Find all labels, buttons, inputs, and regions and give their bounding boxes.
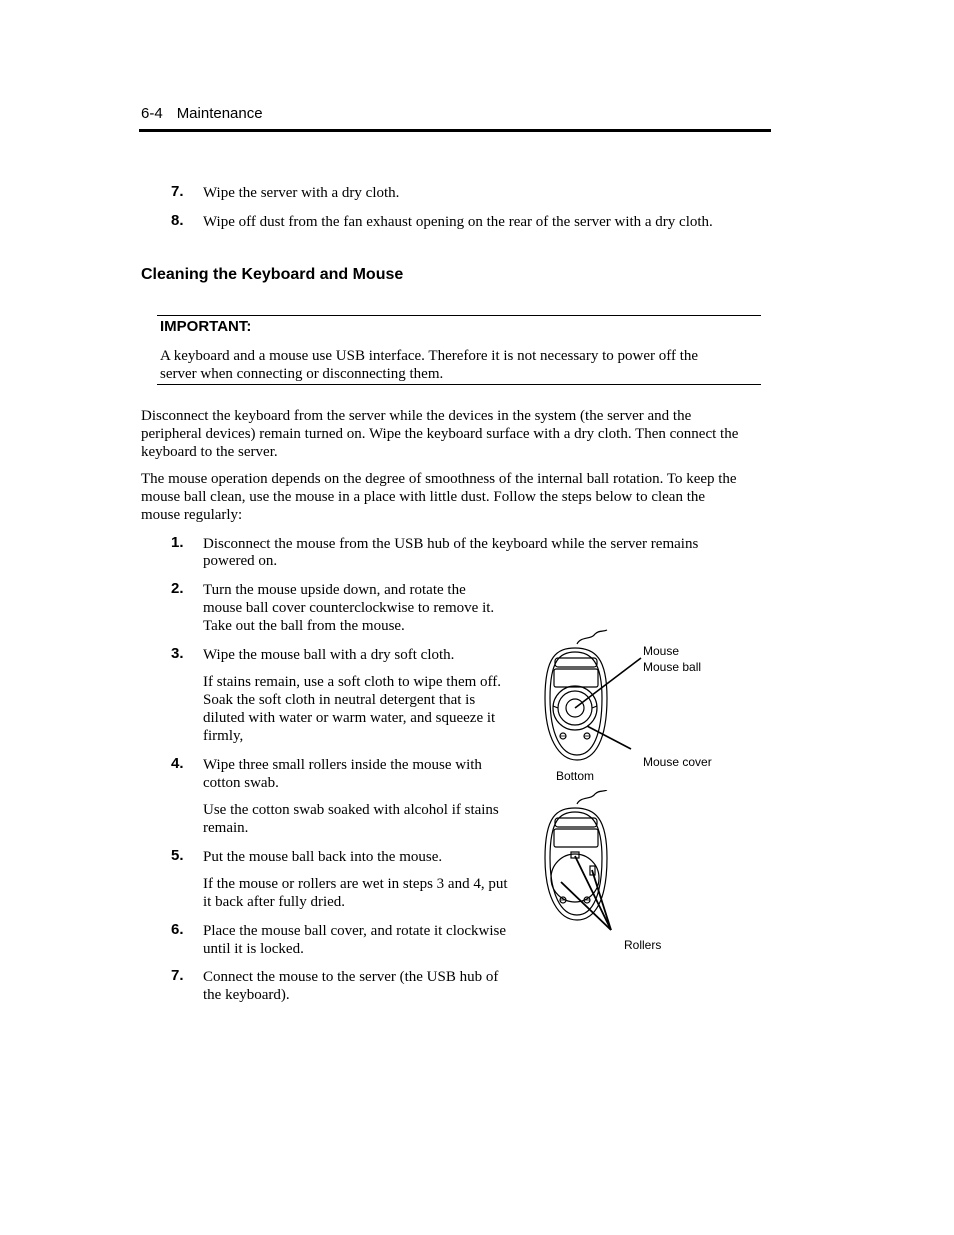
step-note: Use the cotton swab soaked with alcohol if stains [203, 802, 499, 818]
step-text: Wipe the mouse ball with a dry soft cloth. [203, 647, 455, 663]
step-text: Put the mouse ball back into the mouse. [203, 849, 443, 865]
running-header [141, 105, 263, 122]
important-top-rule [157, 315, 761, 316]
mouse-cable [577, 630, 607, 644]
leader-line-mouse-ball [575, 658, 641, 708]
step-number: 2. [171, 580, 184, 597]
step-number: 8. [171, 212, 184, 229]
step-text: Take out the ball from the mouse. [203, 618, 405, 634]
step-text: Wipe off dust from the fan exhaust opening on the rear of the server with a dry cloth. [203, 214, 713, 230]
mouse-cable [577, 790, 607, 804]
leader-line-mouse-cover [587, 726, 631, 749]
step-note: Soak the soft cloth in neutral detergent that is [203, 692, 476, 708]
paragraph-line: The mouse operation depends on the degree of smoothness of the internal ball rotation. To keep the [141, 471, 737, 487]
header-rule [139, 129, 771, 132]
label-bottom: Bottom [556, 769, 595, 783]
mouse-label-panel [554, 829, 598, 847]
step-number: 4. [171, 755, 184, 772]
important-bottom-rule [157, 384, 761, 385]
step-text: cotton swab. [203, 775, 279, 791]
step-note: firmly, [203, 728, 244, 744]
step-text: mouse ball cover counterclockwise to remove it. [203, 600, 495, 616]
step-text: Disconnect the mouse from the USB hub of the keyboard while the server remains [203, 536, 699, 552]
section-title: Cleaning the Keyboard and Mouse [141, 266, 404, 283]
label-mouse: Mouse [643, 644, 680, 658]
leader-line-roller-1 [575, 856, 611, 930]
step-note: diluted with water or warm water, and squeeze it [203, 710, 496, 726]
step-text: Place the mouse ball cover, and rotate it clockwise [203, 923, 507, 939]
step-number: 5. [171, 847, 184, 864]
important-text-line: server when connecting or disconnecting them. [160, 366, 444, 382]
step-note: remain. [203, 820, 249, 836]
paragraph-line: peripheral devices) remain turned on. Wipe the keyboard surface with a dry cloth. Then connect the [141, 426, 739, 442]
step-text: the keyboard). [203, 987, 290, 1003]
step-number: 1. [171, 534, 184, 551]
step-text: powered on. [203, 553, 278, 569]
chapter-name: Maintenance [176, 105, 263, 122]
mouse-top-slot [555, 658, 597, 667]
important-heading: IMPORTANT: [160, 318, 252, 335]
step-number: 7. [171, 183, 184, 200]
mouse-label-panel [554, 669, 598, 687]
step-text: Wipe three small rollers inside the mouse with [203, 757, 482, 773]
label-rollers: Rollers [624, 938, 662, 952]
important-text-line: A keyboard and a mouse use USB interface. Therefore it is not necessary to power off the [160, 348, 699, 364]
step-number: 7. [171, 967, 184, 984]
step-text: until it is locked. [203, 941, 304, 957]
paragraph-line: mouse ball clean, use the mouse in a place with little dust. Follow the steps below to clean the [141, 489, 706, 505]
step-number: 3. [171, 645, 184, 662]
step-note: If the mouse or rollers are wet in steps 3 and 4, put [203, 876, 508, 892]
page-number: 6-4 [141, 105, 163, 122]
label-mouse-cover: Mouse cover [643, 755, 712, 769]
step-note: If stains remain, use a soft cloth to wipe them off. [203, 674, 501, 690]
step-text: Turn the mouse upside down, and rotate the [203, 582, 466, 598]
mouse-rollers-illustration [535, 790, 625, 940]
label-mouse-ball: Mouse ball [643, 660, 702, 674]
step-number: 6. [171, 921, 184, 938]
paragraph-line: keyboard to the server. [141, 444, 278, 460]
mouse-top-slot [555, 818, 597, 827]
paragraph-line: mouse regularly: [141, 507, 243, 523]
step-text: Wipe the server with a dry cloth. [203, 185, 400, 201]
step-note: it back after fully dried. [203, 894, 346, 910]
step-text: Connect the mouse to the server (the USB hub of [203, 969, 499, 985]
paragraph-line: Disconnect the keyboard from the server while the devices in the system (the server and the [141, 408, 692, 424]
